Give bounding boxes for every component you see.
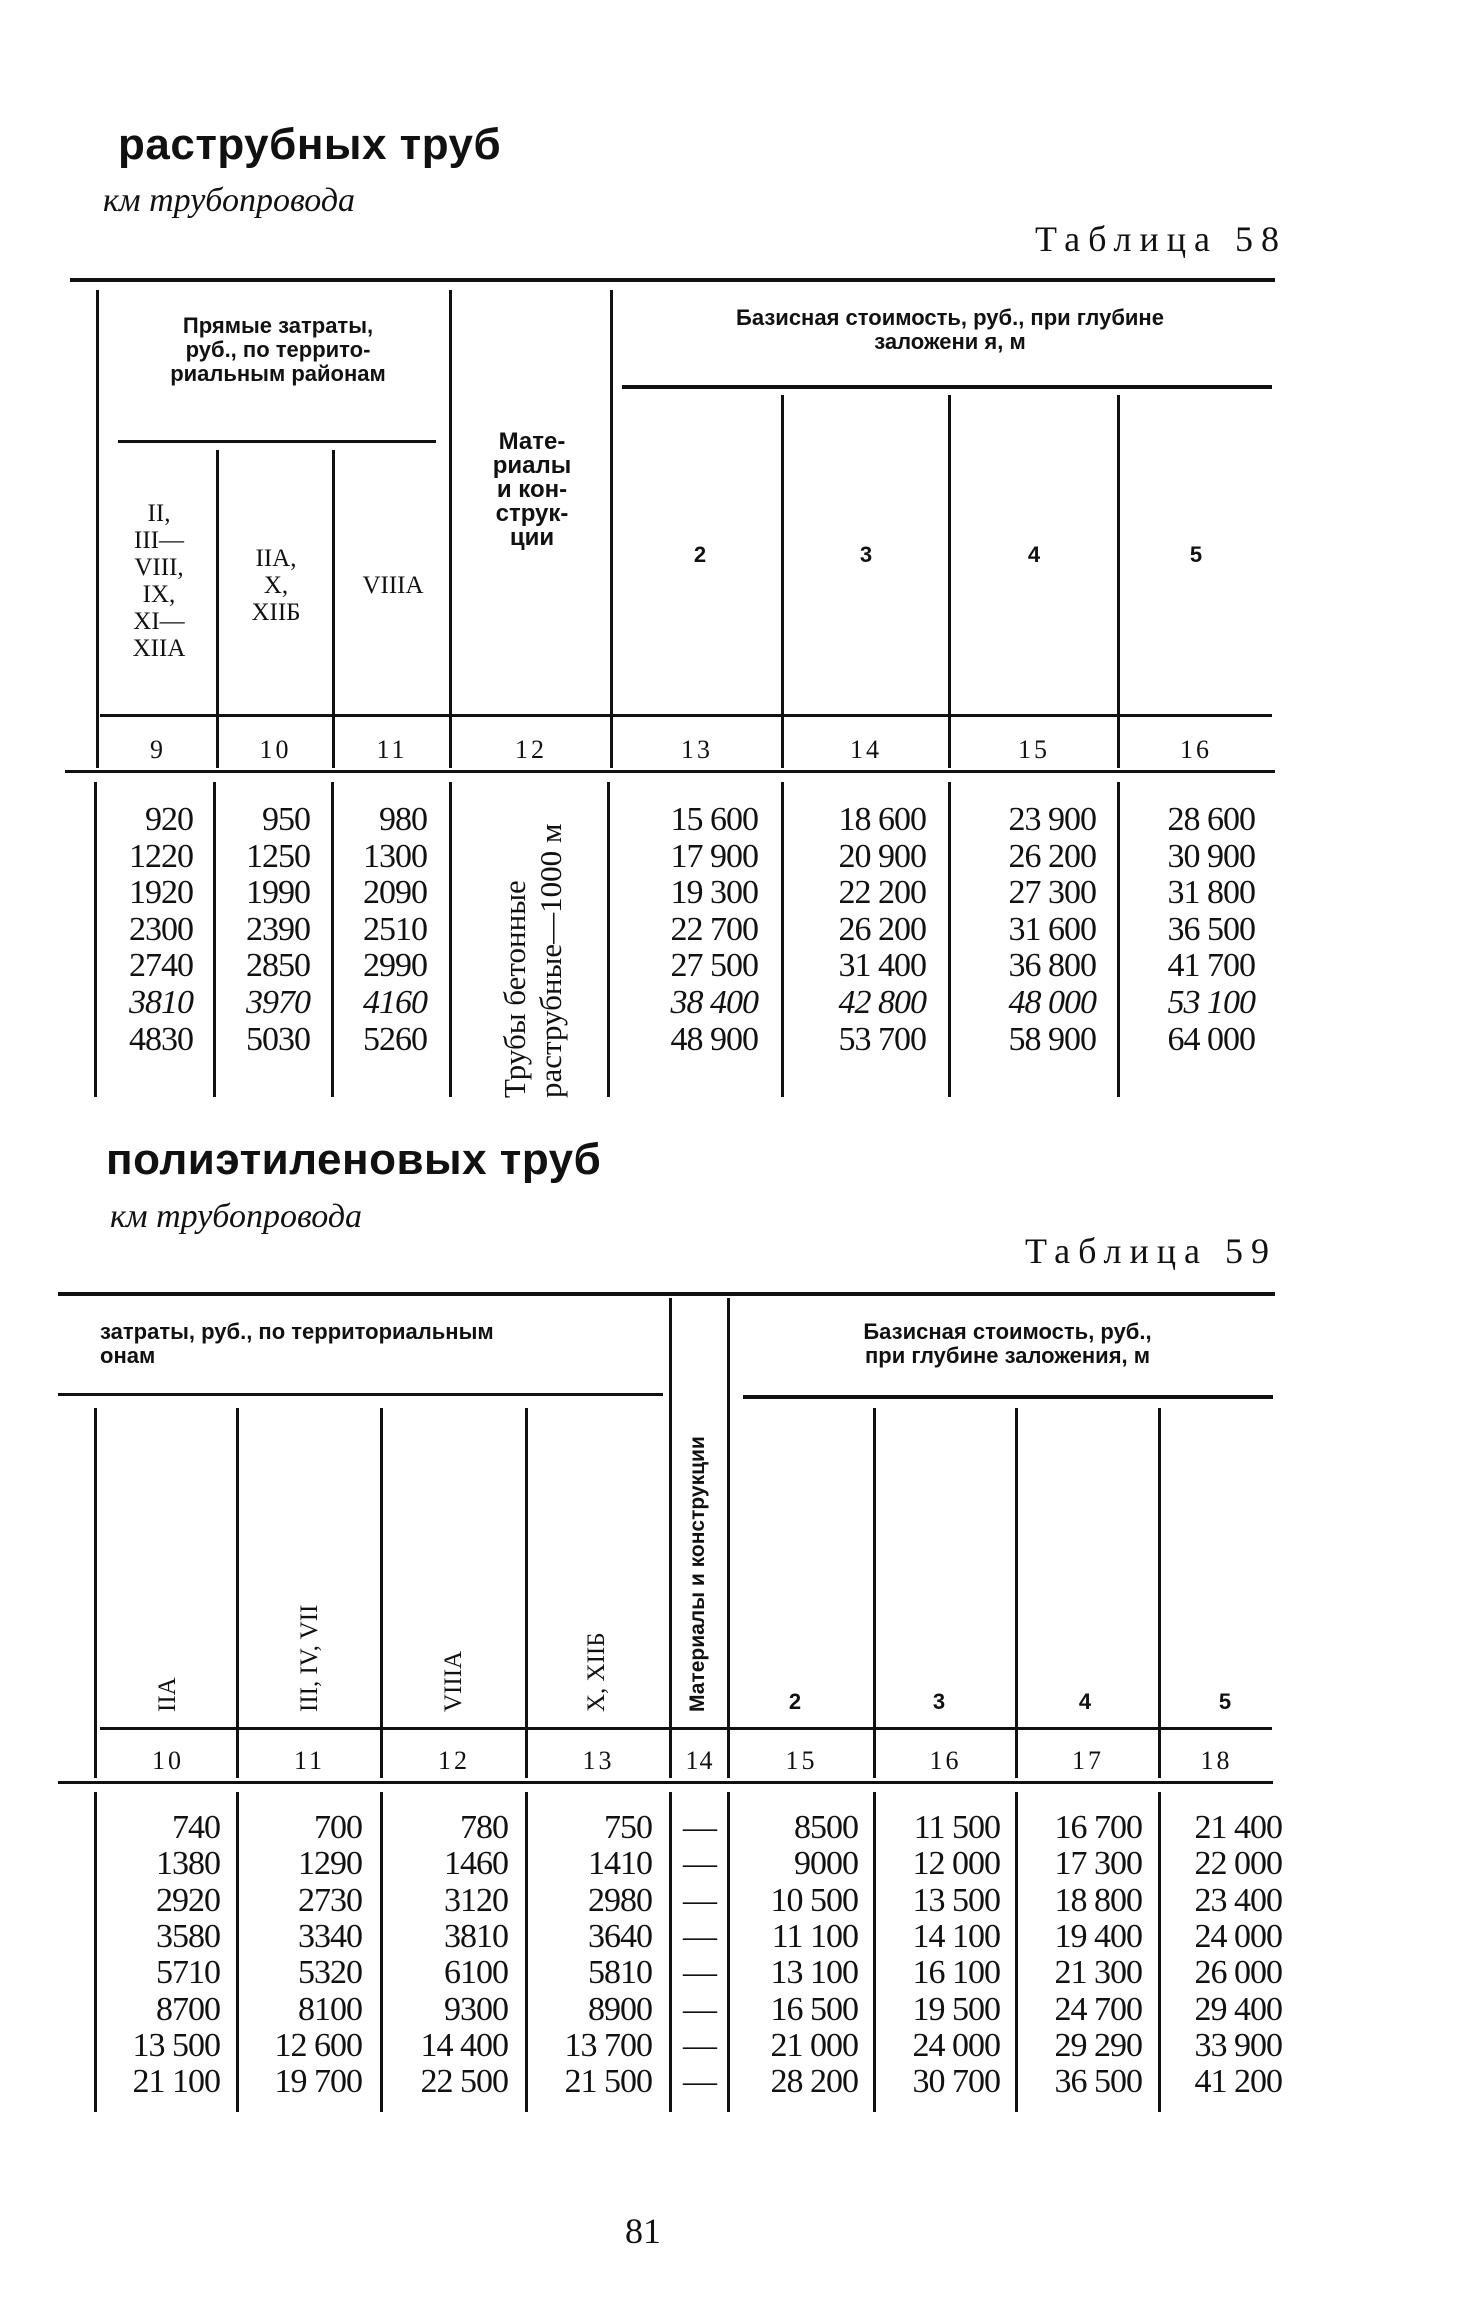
table58-cell: 23 900 xyxy=(1008,801,1096,838)
table59-vrule xyxy=(727,1298,730,1778)
table59-cell: 6100 xyxy=(444,1954,508,1992)
table59-cell: 18 800 xyxy=(1054,1881,1142,1919)
table59-cell: 700 xyxy=(314,1809,362,1846)
table59-header-direct-costs: затраты, руб., по территориальным онам xyxy=(100,1319,494,1368)
table59-cell: 2920 xyxy=(156,1881,220,1919)
table58-materials-text: Трубы бетонные раструбные—1000 м xyxy=(497,823,568,1098)
table59-cell: 1380 xyxy=(156,1845,220,1883)
table59-cell: 17 300 xyxy=(1054,1845,1142,1883)
table58-cell: 41 700 xyxy=(1167,947,1255,985)
table59-cell: 740 xyxy=(172,1809,220,1846)
table59-cell: 14 400 xyxy=(420,2026,508,2064)
table58-header-direct-costs: Прямые затраты, руб., по террито- риальным районам xyxy=(170,313,386,386)
table59-cell: 11 500 xyxy=(913,1809,1000,1846)
table58-cell: 19 300 xyxy=(670,874,758,912)
table59-region-header: VIIIA xyxy=(440,1650,467,1712)
table58-header-materials: Мате- риалы и кон- струк- ции xyxy=(492,428,572,551)
table58-vrule xyxy=(216,450,219,768)
table58-cell: 42 800 xyxy=(838,984,926,1021)
table59-depth-header: 3 xyxy=(932,1689,946,1714)
table58-cell: 27 300 xyxy=(1008,874,1096,912)
table59-region-header: IIA xyxy=(154,1677,181,1712)
table58-cell: 3810 xyxy=(129,984,193,1021)
table59-cell: 8900 xyxy=(588,1990,652,2028)
table59-cell: 8700 xyxy=(156,1990,220,2028)
table58-cell: 26 200 xyxy=(838,910,926,948)
table59-cell: 29 290 xyxy=(1054,2026,1142,2064)
table58-cell: 15 600 xyxy=(670,801,758,838)
table59-column-number: 14 xyxy=(685,1746,714,1775)
table59-cell: 16 500 xyxy=(770,1990,858,2028)
table58-body-vrule xyxy=(449,782,452,1097)
table59-column-number: 13 xyxy=(582,1746,615,1775)
table59-cell: 780 xyxy=(460,1809,508,1846)
table59-cell: 750 xyxy=(604,1809,652,1846)
table58-depth-header: 5 xyxy=(1189,542,1203,567)
table58-region-header: IIA, X, XIIБ xyxy=(251,545,301,626)
table58-cell: 17 900 xyxy=(670,837,758,875)
table59-cell: 10 500 xyxy=(770,1881,858,1919)
table58-depth-header: 2 xyxy=(693,542,707,567)
table58-cell: 1250 xyxy=(246,837,310,875)
table59-cell: 41 200 xyxy=(1194,2063,1282,2101)
table59-cell: 5810 xyxy=(588,1954,652,1992)
table58-rule xyxy=(118,440,436,443)
table58-cell: 2390 xyxy=(246,910,310,948)
table58-cell: 48 900 xyxy=(670,1020,758,1058)
table59-vrule xyxy=(669,1298,672,1778)
table59-cell: 13 700 xyxy=(564,2026,652,2064)
table58-top-rule xyxy=(70,278,1275,282)
table59-cell: 19 400 xyxy=(1054,1917,1142,1955)
table59-header-materials: Материалы и конструкции xyxy=(686,1436,709,1712)
table59-vrule xyxy=(1015,1408,1018,1778)
page-number: 81 xyxy=(625,2211,661,2251)
table59-cell: 13 100 xyxy=(770,1954,858,1992)
table59-cell: 21 000 xyxy=(770,2026,858,2064)
table59-depth-header: 2 xyxy=(788,1689,802,1714)
table59-column-number: 18 xyxy=(1200,1746,1233,1775)
table59-column-number: 11 xyxy=(293,1746,326,1775)
table59-cell: 16 700 xyxy=(1054,1809,1142,1846)
table58-subtitle: км трубопровода xyxy=(103,182,356,219)
table58-cell: 1220 xyxy=(129,837,193,875)
table58-cell: 53 700 xyxy=(838,1020,926,1058)
table58-column-number: 12 xyxy=(515,735,547,764)
table58-column-number: 15 xyxy=(1018,735,1050,764)
table59-cell: 24 000 xyxy=(1194,1917,1282,1955)
table58-cell: 22 200 xyxy=(838,874,926,912)
table59-vrule xyxy=(873,1408,876,1778)
table59-vrule xyxy=(1158,1408,1161,1778)
table59-cell: 9300 xyxy=(444,1990,508,2028)
table59-depth-header: 4 xyxy=(1078,1689,1092,1714)
table59-cell: 33 900 xyxy=(1194,2026,1282,2064)
table59-cell: 1410 xyxy=(588,1845,652,1883)
table59-subtitle: км трубопровода xyxy=(110,1198,363,1235)
table59-cell: 22 000 xyxy=(1194,1845,1282,1883)
table59-column-number: 12 xyxy=(438,1746,470,1775)
table58-cell: 5260 xyxy=(363,1020,427,1058)
table58-cell: 3970 xyxy=(246,984,310,1021)
table58-label: Таблица 58 xyxy=(1035,219,1287,259)
table58-region-header: VIIIA xyxy=(362,572,424,599)
table58-column-number: 14 xyxy=(850,735,882,764)
table59-cell: — xyxy=(683,1990,716,2028)
table58-column-number: 10 xyxy=(259,735,292,764)
table59-cell: — xyxy=(683,1917,716,1955)
table58-vrule xyxy=(948,395,951,768)
table59-vrule xyxy=(236,1408,239,1778)
table59-column-number: 15 xyxy=(785,1746,818,1775)
table59-top-rule xyxy=(58,1292,1275,1296)
table58-cell: 2510 xyxy=(363,910,427,948)
table59-cell: 3340 xyxy=(298,1917,362,1955)
table58-cell: 980 xyxy=(379,801,427,838)
table58-cell: 31 600 xyxy=(1008,910,1096,948)
table58-cell: 2090 xyxy=(363,874,427,912)
table58-cell: 2850 xyxy=(246,947,310,985)
table59-cell: 12 000 xyxy=(912,1845,1000,1883)
table58-cell: 920 xyxy=(145,801,193,838)
table59-cell: 19 700 xyxy=(274,2063,362,2101)
table59-cell: 12 600 xyxy=(274,2026,362,2064)
table59-cell: — xyxy=(683,2063,716,2101)
table59-cell: 1290 xyxy=(298,1845,362,1883)
table58-cell: 2300 xyxy=(129,910,193,948)
table59-cell: — xyxy=(683,2026,716,2064)
table58-vrule xyxy=(1117,395,1120,768)
table59-cell: 3810 xyxy=(444,1917,508,1955)
table59-column-number: 16 xyxy=(929,1746,962,1775)
table59-cell: — xyxy=(683,1881,716,1919)
table59-cell: 3640 xyxy=(588,1917,652,1955)
table59-cell: 2980 xyxy=(588,1881,652,1919)
table58-cell: 36 500 xyxy=(1167,910,1255,948)
table58-cell: 2990 xyxy=(363,947,427,985)
table58-vrule xyxy=(781,395,784,768)
table58-column-number: 11 xyxy=(376,735,408,764)
table58-cell: 58 900 xyxy=(1008,1020,1096,1058)
table58-cell: 30 900 xyxy=(1167,837,1255,875)
table58-column-number: 13 xyxy=(681,735,713,764)
table59-cell: 9000 xyxy=(794,1845,858,1883)
table58-cell: 27 500 xyxy=(670,947,758,985)
table59-label: Таблица 59 xyxy=(1025,1231,1277,1271)
table59-vrule xyxy=(380,1408,383,1778)
table59-cell: — xyxy=(683,1845,716,1883)
table59-rule xyxy=(58,1393,663,1396)
table59-depth-header: 5 xyxy=(1218,1689,1232,1714)
table58-cell: 31 400 xyxy=(838,947,926,985)
table58-cell: 4160 xyxy=(363,984,427,1021)
table58-cell: 31 800 xyxy=(1167,874,1255,912)
table58-cell: 22 700 xyxy=(670,910,758,948)
table59-cell: 29 400 xyxy=(1194,1990,1282,2028)
table59-region-header: III, IV, VII xyxy=(296,1604,323,1712)
table58-cell: 28 600 xyxy=(1167,801,1255,838)
table59-cell: — xyxy=(683,1954,716,1992)
table59-cell: 19 500 xyxy=(912,1990,1000,2028)
table58-rule xyxy=(622,385,1272,389)
table59-body-rule xyxy=(58,1781,1273,1784)
table58-depth-header: 3 xyxy=(859,542,873,567)
table58-column-number: 9 xyxy=(150,735,166,764)
table59-column-number: 10 xyxy=(152,1746,184,1775)
table59-rule xyxy=(743,1395,1273,1399)
table59-cell: 28 200 xyxy=(770,2063,858,2101)
table59-cell: 3120 xyxy=(444,1881,508,1919)
table59-cell: 26 000 xyxy=(1194,1954,1282,1992)
table58-cell: 64 000 xyxy=(1167,1020,1255,1058)
table59-cell: 21 400 xyxy=(1194,1809,1282,1846)
table59-cell: 8100 xyxy=(298,1990,362,2028)
table58-cell: 1920 xyxy=(129,874,193,912)
table58-cell: 950 xyxy=(262,801,310,838)
table58-cell: 53 100 xyxy=(1167,984,1255,1021)
table59-cell: 3580 xyxy=(156,1917,220,1955)
table59-cell: 24 000 xyxy=(912,2026,1000,2064)
table59-cell: 5320 xyxy=(298,1954,362,1992)
table59-cell: 11 100 xyxy=(771,1917,858,1955)
table58-header-base-cost: Базисная стоимость, руб., при глубине заложени я, м xyxy=(736,305,1164,354)
table58-vrule xyxy=(96,290,99,768)
table58-cell: 38 400 xyxy=(670,984,758,1021)
table58-vrule xyxy=(332,450,335,768)
table59-cell: 21 300 xyxy=(1054,1954,1142,1992)
table59-cell: 1460 xyxy=(444,1845,508,1883)
table58-cell: 20 900 xyxy=(838,837,926,875)
table59-title: полиэтиленовых труб xyxy=(106,1135,602,1184)
table59-cell: 5710 xyxy=(156,1954,220,1992)
table59-cell: 30 700 xyxy=(912,2063,1000,2101)
table59-vrule xyxy=(525,1408,528,1778)
table58-vrule xyxy=(610,290,613,768)
table58-cell: 2740 xyxy=(129,947,193,985)
table59-cell: 13 500 xyxy=(132,2026,220,2064)
table58-colnum-rule xyxy=(100,714,1272,717)
table58-cell: 48 000 xyxy=(1008,984,1096,1021)
table59-colnum-rule xyxy=(100,1727,1272,1730)
table59-cell: 16 100 xyxy=(912,1954,1000,1992)
table59-cell: 24 700 xyxy=(1054,1990,1142,2028)
table59-vrule xyxy=(94,1408,97,1778)
table58-cell: 1990 xyxy=(246,874,310,912)
table59-cell: 22 500 xyxy=(420,2063,508,2101)
table59-cell: 23 400 xyxy=(1194,1881,1282,1919)
table58-vrule xyxy=(449,290,452,768)
table59-cell: 21 500 xyxy=(564,2063,652,2101)
table58-cell: 5030 xyxy=(246,1020,310,1058)
table58-column-number: 16 xyxy=(1180,735,1212,764)
table59-cell: 2730 xyxy=(298,1881,362,1919)
table58-cell: 1300 xyxy=(363,837,427,875)
table59-header-base-cost: Базисная стоимость, руб., при глубине заложения, м xyxy=(863,1319,1152,1368)
table58-region-header: II, III— VIII, IX, XI— XIIA xyxy=(132,500,186,662)
table59-region-header: X, XIIБ xyxy=(583,1632,610,1712)
table58-body-rule xyxy=(65,770,1275,773)
table59-cell: — xyxy=(683,1809,716,1846)
table59-cell: 8500 xyxy=(794,1809,858,1846)
table59-column-number: 17 xyxy=(1072,1746,1104,1775)
table59-cell: 14 100 xyxy=(912,1917,1000,1955)
table58-title: раструбных труб xyxy=(118,120,502,169)
table58-cell: 26 200 xyxy=(1008,837,1096,875)
table58-cell: 4830 xyxy=(129,1020,193,1058)
table58-cell: 36 800 xyxy=(1008,947,1096,985)
table59-cell: 21 100 xyxy=(132,2063,220,2101)
table59-cell: 36 500 xyxy=(1054,2063,1142,2101)
table59-cell: 13 500 xyxy=(912,1881,1000,1919)
table58-cell: 18 600 xyxy=(838,801,926,838)
table58-depth-header: 4 xyxy=(1027,542,1041,567)
